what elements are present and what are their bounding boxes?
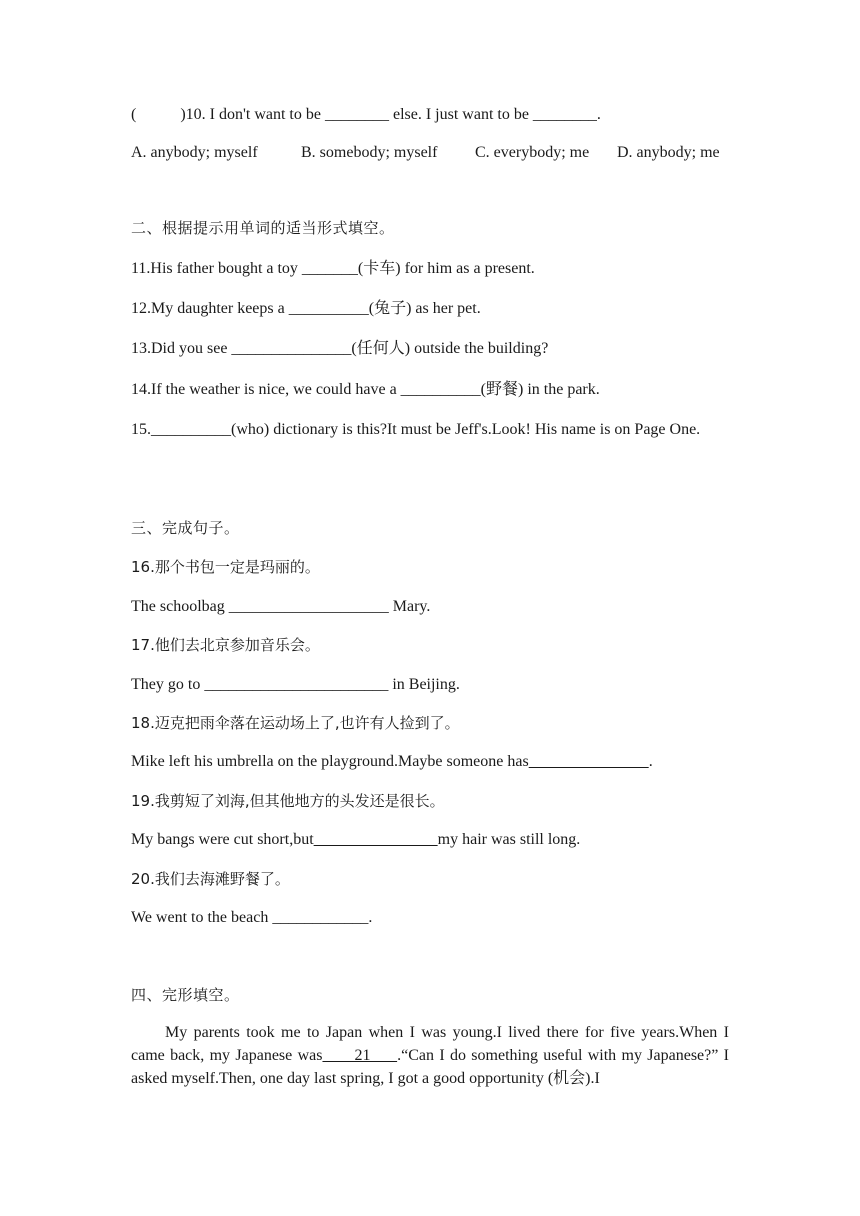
q19-blank	[314, 831, 438, 848]
q18-text: Mike left his umbrella on the playground.Maybe someone has	[131, 753, 529, 770]
q10-stem: ( )10. I don't want to be ________ else. I just want to be ________.	[131, 106, 601, 123]
cloze-passage	[131, 1021, 729, 1090]
q18-english	[131, 752, 653, 772]
q20-english: We went to the beach ____________.	[131, 909, 373, 926]
section3-heading: 三、完成句子。	[131, 519, 240, 537]
q14: 14.If the weather is nice, we could have a __________(野餐) in the park.	[131, 381, 600, 398]
q10-option-c: C. everybody; me	[475, 144, 590, 161]
cloze-text-1: My parents took me to Japan when I was young.I lived there for five years.When I came back, my Japanese was	[131, 1024, 729, 1064]
q20-chinese: 20.我们去海滩野餐了。	[131, 870, 290, 888]
q10-option-a: A. anybody; myself	[131, 144, 258, 161]
q19-english	[131, 830, 580, 850]
q19-text: My bangs were cut short,but	[131, 831, 314, 848]
q18-period: .	[648, 753, 653, 770]
q18-chinese: 18.迈克把雨伞落在运动场上了,也许有人捡到了。	[131, 714, 460, 732]
q13: 13.Did you see _______________(任何人) outside the building?	[131, 340, 549, 357]
q12: 12.My daughter keeps a __________(兔子) as her pet.	[131, 300, 481, 317]
q15: 15.__________(who) dictionary is this?It must be Jeff's.Look! His name is on Page One.	[131, 421, 701, 438]
q10-option-d: D. anybody; me	[617, 144, 720, 161]
cloze-text-2: .“Can I do something useful with my Japanese?” I asked myself.Then, one day last spring, I got a good opportunity (机会).I	[131, 1047, 730, 1087]
section2-heading: 二、根据提示用单词的适当形式填空。	[131, 219, 395, 237]
q10-option-b: B. somebody; myself	[301, 144, 438, 161]
q11: 11.His father bought a toy _______(卡车) for him as a present.	[131, 260, 535, 277]
q17-english: They go to _______________________ in Beijing.	[131, 676, 460, 693]
q16-chinese: 16.那个书包一定是玛丽的。	[131, 558, 320, 576]
cloze-blank-21: 21	[322, 1047, 398, 1064]
q17-chinese: 17.他们去北京参加音乐会。	[131, 636, 320, 654]
section4-heading: 四、完形填空。	[131, 986, 240, 1004]
q16-english: The schoolbag ____________________ Mary.	[131, 598, 431, 615]
q18-blank	[529, 753, 649, 770]
q19-chinese: 19.我剪短了刘海,但其他地方的头发还是很长。	[131, 792, 445, 810]
q19-text-end: my hair was still long.	[437, 831, 581, 848]
